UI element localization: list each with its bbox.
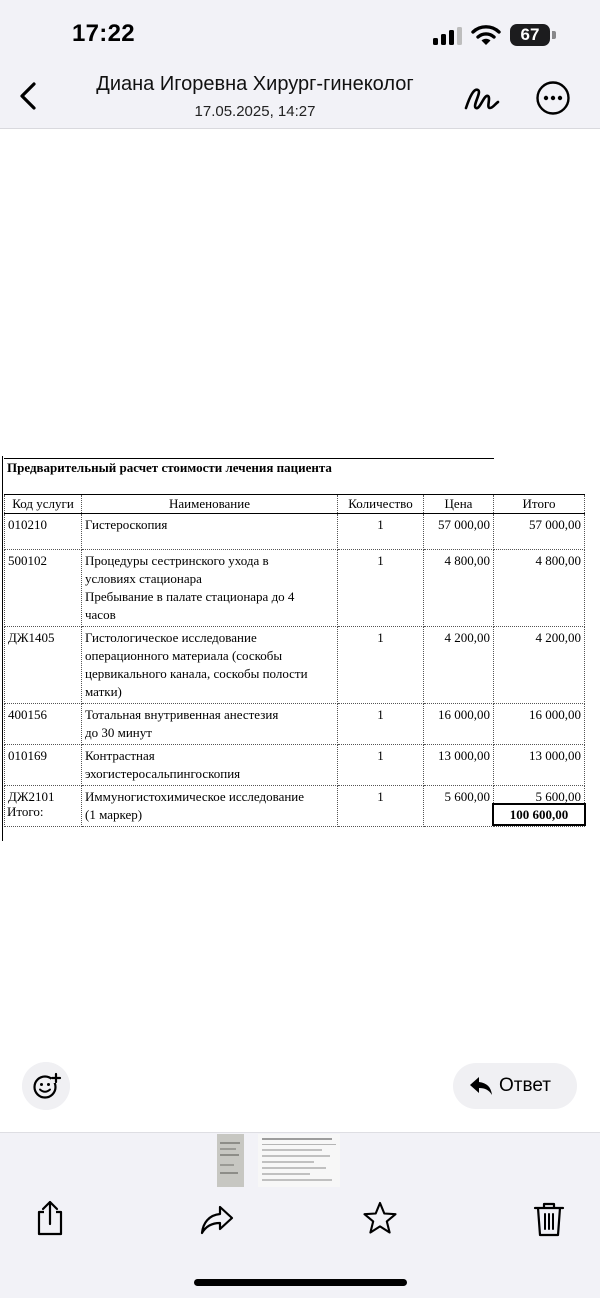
service-code: 010169 (5, 745, 82, 786)
column-header: Наименование (82, 495, 338, 514)
service-name-line: матки) (85, 684, 122, 699)
service-total: 57 000,00 (494, 514, 585, 550)
attachment-thumbnail[interactable] (217, 1134, 244, 1187)
home-indicator[interactable] (194, 1279, 407, 1286)
doc-border (4, 458, 494, 459)
service-name-line: цервикального канала, соскобы полости (85, 666, 308, 681)
attached-document[interactable] (0, 456, 590, 841)
more-icon[interactable] (535, 80, 571, 116)
service-qty: 1 (338, 627, 424, 704)
service-code: ДЖ2101 (5, 786, 82, 827)
service-name (82, 550, 338, 627)
service-name-line: эхогистеросальпингоскопия (85, 766, 241, 781)
cellular-signal-icon (433, 27, 463, 45)
signature-icon[interactable] (462, 78, 502, 118)
table-header-row (5, 495, 585, 514)
status-bar (0, 0, 600, 64)
service-total: 4 200,00 (494, 627, 585, 704)
service-qty: 1 (338, 745, 424, 786)
column-header: Итого (494, 495, 585, 514)
service-total: 16 000,00 (494, 704, 585, 745)
share-icon[interactable] (33, 1200, 67, 1236)
table-row (5, 704, 585, 745)
thumbnail-image (258, 1134, 340, 1187)
service-price: 5 600,00 (424, 786, 494, 827)
table-row (5, 627, 585, 704)
thumbnail-image (217, 1134, 244, 1187)
chevron-left-icon[interactable] (12, 76, 46, 116)
price-table (4, 494, 585, 827)
service-price: 4 800,00 (424, 550, 494, 627)
forward-icon[interactable] (200, 1202, 234, 1238)
service-code: ДЖ1405 (5, 627, 82, 704)
service-price: 16 000,00 (424, 704, 494, 745)
service-name-line: Тотальная внутривенная анестезия (85, 707, 279, 722)
battery-tip (552, 31, 556, 39)
reply-arrow-icon (469, 1075, 493, 1097)
service-total: 5 600,00 (494, 786, 585, 827)
service-qty: 1 (338, 514, 424, 550)
service-qty: 1 (338, 704, 424, 745)
total-label: Итого: (7, 804, 44, 819)
service-qty: 1 (338, 550, 424, 627)
attachment-thumbnail[interactable] (258, 1134, 340, 1187)
table-row (5, 514, 585, 550)
service-name-line: часов (85, 607, 116, 622)
service-name-line: до 30 минут (85, 725, 152, 740)
table-row (5, 550, 585, 627)
status-time: 17:22 (72, 20, 135, 47)
sender-title: Диана Игоревна Хирург-гинеколог (96, 73, 414, 95)
service-name-line: Процедуры сестринского ухода в (85, 553, 269, 568)
doc-border (2, 456, 3, 841)
service-price: 4 200,00 (424, 627, 494, 704)
service-name-line: Пребывание в палате стационара до 4 (85, 589, 295, 604)
total-value: 100 600,00 (492, 803, 586, 826)
message-date: 17.05.2025, 14:27 (194, 103, 316, 120)
battery-indicator (510, 24, 556, 46)
service-price: 57 000,00 (424, 514, 494, 550)
service-name-line: операционного материала (соскобы (85, 648, 283, 663)
service-name (82, 514, 338, 550)
wifi-icon (471, 24, 501, 46)
reply-button[interactable] (453, 1063, 577, 1109)
service-code: 010210 (5, 514, 82, 550)
service-code: 500102 (5, 550, 82, 627)
column-header: Количество (338, 495, 424, 514)
star-icon[interactable] (363, 1201, 397, 1237)
service-qty: 1 (338, 786, 424, 827)
reply-label: Ответ (499, 1075, 551, 1096)
service-name-line: (1 маркер) (85, 807, 143, 822)
service-name (82, 627, 338, 704)
message-header (0, 64, 600, 129)
service-name-line: Иммуногистохимическое исследование (85, 789, 305, 804)
column-header: Код услуги (5, 495, 82, 514)
service-name (82, 745, 338, 786)
service-code: 400156 (5, 704, 82, 745)
column-header: Цена (424, 495, 494, 514)
service-total: 4 800,00 (494, 550, 585, 627)
service-total: 13 000,00 (494, 745, 585, 786)
emoji-add-icon[interactable] (22, 1062, 70, 1110)
service-name-line: Гистологическое исследование (85, 630, 257, 645)
service-name (82, 704, 338, 745)
service-name-line: Контрастная (85, 748, 155, 763)
document-title: Предварительный расчет стоимости лечения пациента (7, 460, 332, 475)
total-row (4, 800, 584, 824)
trash-icon[interactable] (532, 1201, 566, 1237)
service-name-line: Гистероскопия (85, 517, 168, 532)
table-row (5, 745, 585, 786)
service-name-line: условиях стационара (85, 571, 202, 586)
service-price: 13 000,00 (424, 745, 494, 786)
battery-level: 67 (520, 25, 540, 44)
